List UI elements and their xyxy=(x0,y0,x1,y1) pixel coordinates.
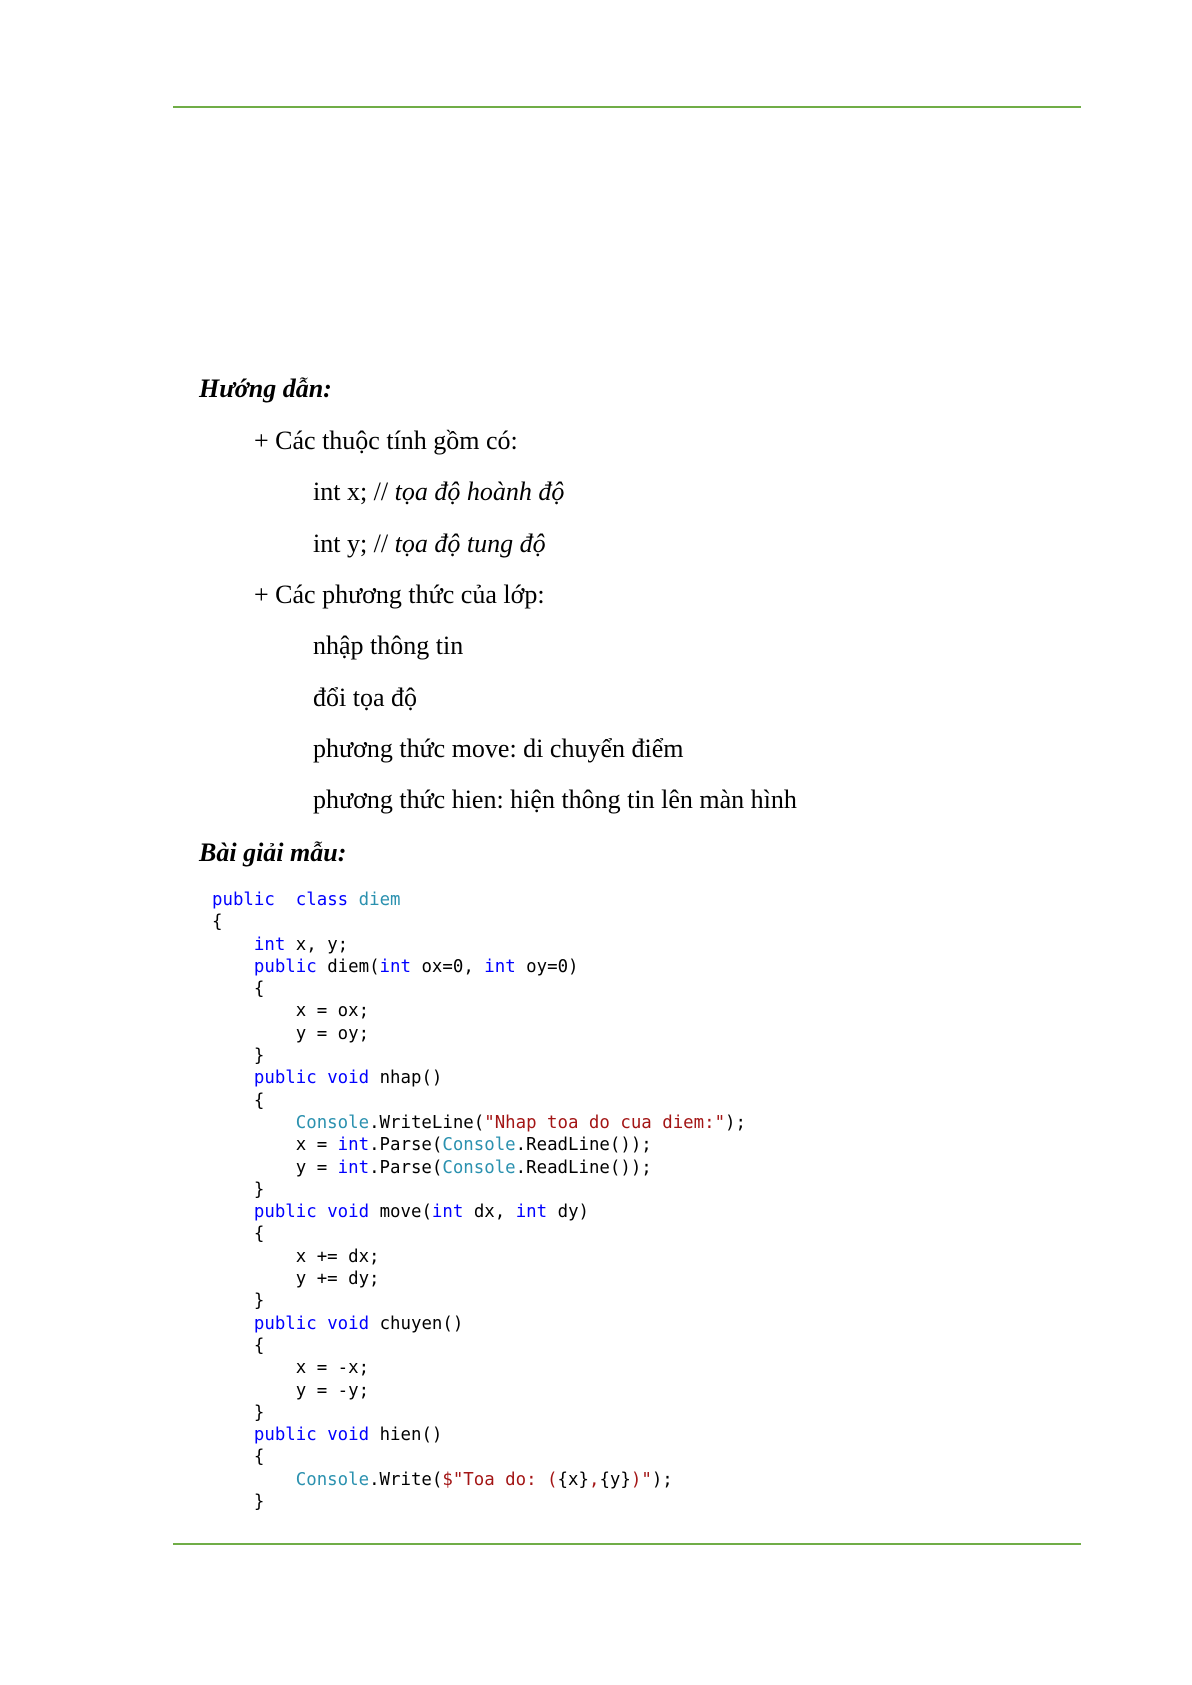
method-item: đổi tọa độ xyxy=(313,683,417,712)
code-token: .Parse( xyxy=(369,1157,443,1178)
code-token: public xyxy=(253,956,317,977)
code-token: public xyxy=(253,1068,317,1089)
code-token: dy) xyxy=(547,1202,590,1223)
attribute-y-comment: tọa độ tung độ xyxy=(394,529,546,558)
code-token xyxy=(212,935,254,955)
code-line xyxy=(212,1090,746,1112)
code-line xyxy=(212,1246,746,1268)
code-token: { xyxy=(212,912,223,933)
code-line xyxy=(212,1380,746,1402)
code-line xyxy=(212,1402,746,1424)
code-token xyxy=(212,1113,296,1133)
code-line xyxy=(212,1424,746,1446)
code-token: public xyxy=(253,1313,317,1334)
code-line xyxy=(212,911,746,933)
code-token: x += dx; xyxy=(212,1246,380,1267)
code-token: x, y; xyxy=(285,934,349,955)
code-line xyxy=(212,1157,746,1179)
code-line xyxy=(212,1357,746,1379)
code-token: ox=0, xyxy=(410,956,485,977)
code-token xyxy=(212,1202,254,1222)
code-token: "Nhap toa do cua diem:" xyxy=(484,1112,726,1133)
code-token: diem( xyxy=(316,956,380,977)
code-token: {x} xyxy=(557,1469,589,1490)
code-line xyxy=(212,1491,746,1513)
code-token xyxy=(212,1314,254,1334)
code-token: y = oy; xyxy=(212,1023,370,1044)
code-token: public xyxy=(253,1202,317,1223)
code-line xyxy=(212,934,746,956)
code-token: { xyxy=(212,1335,265,1356)
code-token: )" xyxy=(630,1469,652,1490)
code-token: , xyxy=(588,1469,600,1490)
code-token: void xyxy=(327,1068,370,1089)
methods-intro: + Các phương thức của lớp: xyxy=(254,580,545,609)
attributes-intro: + Các thuộc tính gồm có: xyxy=(254,426,518,455)
code-line xyxy=(212,1067,746,1089)
code-token: int xyxy=(431,1202,464,1223)
code-token: move( xyxy=(369,1202,432,1223)
code-token: hien() xyxy=(369,1425,443,1446)
code-token: int xyxy=(484,956,516,977)
code-token: Console xyxy=(295,1112,370,1133)
code-line xyxy=(212,1446,746,1468)
code-token: { xyxy=(212,979,265,1000)
code-token: .Write( xyxy=(369,1469,443,1490)
method-item: nhập thông tin xyxy=(313,631,464,660)
code-token: oy=0) xyxy=(515,956,579,977)
attribute-y xyxy=(313,529,546,559)
code-token xyxy=(275,890,296,910)
code-token xyxy=(317,1068,327,1088)
code-line xyxy=(212,1469,746,1491)
solution-heading: Bài giải mẫu: xyxy=(199,838,347,867)
code-line xyxy=(212,1179,746,1201)
code-token: diem xyxy=(358,890,401,910)
code-token: } xyxy=(212,1402,265,1423)
code-token: .ReadLine()); xyxy=(515,1157,652,1178)
code-token xyxy=(317,1314,327,1334)
code-token: } xyxy=(212,1291,265,1312)
code-token: } xyxy=(212,1046,265,1067)
method-item: phương thức move: di chuyển điểm xyxy=(313,734,684,763)
code-token: .ReadLine()); xyxy=(515,1135,652,1156)
code-token: x = -x; xyxy=(212,1358,370,1379)
code-line xyxy=(212,1223,746,1245)
code-line xyxy=(212,1201,746,1223)
code-token: x = ox; xyxy=(212,1001,370,1022)
code-line xyxy=(212,889,746,911)
code-line xyxy=(212,1313,746,1335)
code-token: void xyxy=(327,1425,370,1446)
code-line xyxy=(212,1112,746,1134)
code-token: $"Toa do: ( xyxy=(442,1469,558,1490)
code-token: int xyxy=(253,934,286,955)
code-line xyxy=(212,956,746,978)
code-token: y = -y; xyxy=(212,1380,370,1401)
code-token: int xyxy=(337,1135,370,1156)
method-item: phương thức hien: hiện thông tin lên màn hình xyxy=(313,785,797,814)
code-token: .Parse( xyxy=(369,1135,443,1156)
code-token: {y} xyxy=(599,1469,631,1490)
code-line xyxy=(212,1023,746,1045)
code-token: dx, xyxy=(463,1202,516,1223)
code-token xyxy=(212,1068,254,1088)
code-token xyxy=(212,957,254,977)
code-token: public xyxy=(212,890,275,910)
code-token: int xyxy=(515,1202,548,1223)
code-token xyxy=(212,1470,296,1490)
code-token: void xyxy=(327,1202,370,1223)
code-block xyxy=(212,889,746,1513)
code-token: int xyxy=(337,1157,370,1178)
code-token: ); xyxy=(651,1469,673,1490)
code-token: { xyxy=(212,1447,265,1468)
code-token: } xyxy=(212,1492,265,1513)
code-token: ); xyxy=(725,1112,746,1133)
code-token: nhap() xyxy=(369,1068,443,1089)
code-token: void xyxy=(327,1313,370,1334)
code-token xyxy=(212,1425,254,1445)
code-token xyxy=(317,1425,327,1445)
code-token: chuyen() xyxy=(369,1313,464,1334)
code-line xyxy=(212,1290,746,1312)
code-token: Console xyxy=(442,1135,516,1156)
attribute-x-code: int x; // xyxy=(313,477,389,506)
code-line xyxy=(212,1335,746,1357)
code-token xyxy=(348,890,358,910)
code-token: class xyxy=(295,890,349,910)
code-token: Console xyxy=(442,1157,516,1178)
code-token: public xyxy=(253,1425,317,1446)
code-token xyxy=(317,1202,327,1222)
guide-heading: Hướng dẫn: xyxy=(199,374,332,403)
code-token: } xyxy=(212,1179,265,1200)
code-token: y = xyxy=(212,1157,338,1178)
code-token: int xyxy=(379,956,411,977)
code-line xyxy=(212,978,746,1000)
code-line xyxy=(212,1045,746,1067)
footer-rule xyxy=(173,1543,1081,1545)
code-token: { xyxy=(212,1090,265,1111)
code-token: Console xyxy=(295,1469,370,1490)
header-rule xyxy=(173,106,1081,108)
code-token: .WriteLine( xyxy=(369,1112,485,1133)
attribute-y-code: int y; // xyxy=(313,529,389,558)
code-line xyxy=(212,1000,746,1022)
attribute-x xyxy=(313,477,564,507)
attribute-x-comment: tọa độ hoành độ xyxy=(394,477,565,506)
code-token: { xyxy=(212,1224,265,1245)
code-line xyxy=(212,1134,746,1156)
code-line xyxy=(212,1268,746,1290)
code-token: y += dy; xyxy=(212,1269,380,1290)
code-token: x = xyxy=(212,1135,338,1156)
